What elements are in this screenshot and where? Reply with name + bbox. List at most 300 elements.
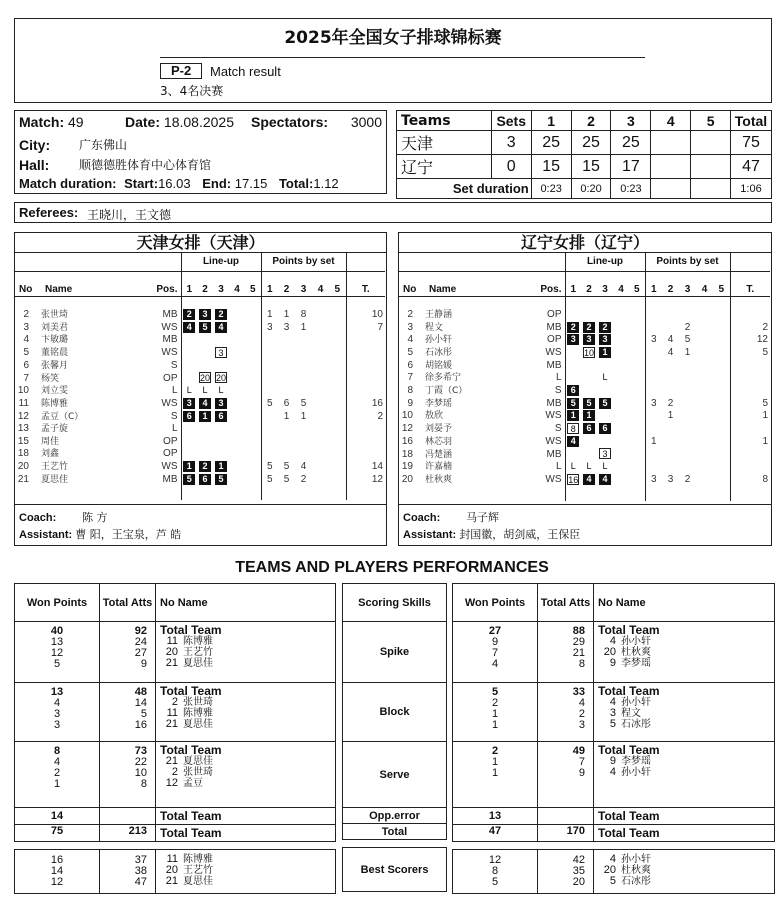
set-points: [713, 461, 730, 474]
set-points: [713, 372, 730, 385]
player-name: 夏思佳: [183, 876, 213, 887]
skill-row-serve: [453, 742, 775, 808]
coach-label: Coach:: [19, 512, 57, 524]
lineup-position: L: [186, 385, 192, 396]
set-points: [662, 448, 679, 461]
lineup-position: 2: [583, 322, 595, 333]
player-name: 敖欣: [425, 411, 444, 422]
player-row: [15, 347, 385, 360]
coach-label: Coach:: [403, 512, 441, 524]
total-team-label: Total Team: [598, 743, 660, 757]
player-entry: [160, 767, 333, 778]
stat-value: 38: [134, 865, 147, 877]
team-name: 辽宁: [397, 155, 492, 179]
lineup-position: 4: [215, 322, 227, 333]
stat-value: 5: [491, 686, 499, 698]
player-entry: [160, 708, 333, 719]
scoreboard-row: [397, 155, 772, 179]
stat-value: 7: [491, 647, 499, 659]
player-entry: [598, 767, 772, 778]
set-points: 3: [645, 397, 662, 410]
player-entry: [598, 865, 772, 876]
player-name: 程文: [621, 708, 641, 719]
assistant-row: [403, 526, 580, 542]
player-entry: [598, 719, 772, 730]
stat-value: 27: [488, 625, 502, 637]
referees-label: Referees:: [19, 205, 79, 220]
stat-value: 21: [572, 647, 585, 659]
set-points: [329, 309, 346, 322]
set-score: 25: [611, 131, 651, 155]
set-duration: [651, 179, 691, 199]
duration-label: Match duration:: [19, 176, 117, 191]
lineup-position: 2: [567, 322, 579, 333]
set-points: [312, 410, 329, 423]
player-number: 9: [609, 755, 616, 767]
set-points: [645, 448, 662, 461]
set-points: [261, 360, 278, 373]
perf-header: [453, 584, 775, 622]
set-points: [713, 474, 730, 487]
total-team-label: Total Team: [156, 825, 336, 842]
player-number: 12: [401, 423, 413, 435]
player-name: 丁霞（C）: [425, 386, 468, 397]
player-row: [399, 461, 770, 474]
lineup-position: 5: [583, 398, 595, 409]
sets-won: 3: [491, 131, 531, 155]
total-points: 2: [346, 410, 385, 423]
player-number: 5: [407, 347, 413, 359]
total-points: [730, 309, 770, 322]
scoreboard: [396, 110, 772, 199]
player-number: 3: [23, 321, 29, 333]
player-name: 李梦瑶: [621, 756, 651, 767]
set-points: [645, 461, 662, 474]
player-name: 刘立雯: [41, 386, 69, 397]
set-points: [261, 334, 278, 347]
stat-value: 3: [53, 719, 61, 731]
skill-name: Serve: [343, 742, 447, 808]
total-set-duration: 1:06: [731, 179, 772, 199]
player-name: 卞敏璐: [41, 335, 69, 346]
stat-value: 29: [572, 636, 585, 648]
set-points: 1: [261, 309, 278, 322]
player-number: 6: [407, 359, 413, 371]
set-points: [261, 347, 278, 360]
player-position: MB: [162, 334, 178, 346]
set-points: 1: [300, 321, 307, 333]
stat-value: 3: [578, 719, 585, 731]
stat-value: 3: [53, 708, 61, 720]
set-points: 1: [667, 410, 674, 422]
set-points: 3: [645, 334, 662, 347]
player-number: 4: [609, 696, 616, 708]
match-date: 18.08.2025: [163, 114, 234, 130]
player-position: S: [554, 423, 562, 435]
col-lineup-set: 4: [229, 284, 245, 297]
set-points: [713, 448, 730, 461]
col-set-5: 5: [691, 111, 731, 131]
player-position: L: [555, 372, 562, 384]
stat-value: 2: [578, 708, 585, 720]
round-label: 3、4名决赛: [160, 84, 224, 98]
set-points: [713, 436, 730, 449]
player-position: S: [554, 385, 562, 397]
lineup-position: 2: [199, 461, 211, 472]
set-points: 5: [300, 398, 307, 410]
player-number: 8: [407, 385, 413, 397]
lineup-position: 5: [183, 474, 195, 485]
player-name: 徐多希宁: [425, 373, 462, 384]
player-row: [399, 448, 770, 461]
player-row: [399, 372, 770, 385]
set-duration: 0:20: [571, 179, 611, 199]
lineup-position: 16: [568, 474, 579, 485]
player-name: 冯楚涵: [425, 449, 453, 460]
player-name: 孙小轩: [621, 854, 651, 865]
set-points: 5: [684, 334, 691, 346]
set-points: [645, 360, 662, 373]
col-pos: Pos.: [527, 284, 565, 297]
stat-value: 8: [491, 865, 499, 877]
set-points: [329, 398, 346, 411]
lineup-position: L: [218, 385, 224, 396]
col-lineup-set: 1: [181, 284, 197, 297]
roster-group-header: [15, 253, 385, 271]
set-points: [312, 398, 329, 411]
player-entry: [160, 778, 333, 789]
player-name: 陈博雅: [41, 399, 69, 410]
player-name: 杜秋爽: [621, 647, 651, 658]
set-points: [278, 385, 295, 398]
set-points: [713, 385, 730, 398]
total-row: [453, 825, 775, 842]
duration-row: [19, 176, 339, 191]
stat-value: 9: [140, 658, 147, 670]
set-points: [312, 334, 329, 347]
lineup-position: 3: [567, 334, 579, 345]
divider: [160, 57, 645, 58]
player-row: [15, 473, 385, 486]
set-points: 4: [667, 334, 674, 346]
player-name: 李梦瑶: [621, 658, 651, 669]
player-row: [399, 397, 770, 410]
total-team-label: Total Team: [598, 623, 660, 637]
divider: [399, 504, 771, 505]
set-points: [679, 309, 696, 322]
set-points: 5: [283, 461, 290, 473]
set-points: [278, 436, 295, 449]
lineup-position: 4: [183, 322, 195, 333]
stat-value: 48: [134, 686, 147, 698]
player-name: 李梦瑶: [425, 398, 453, 409]
set-points: [312, 372, 329, 385]
player-name: 王静涵: [425, 310, 453, 321]
set-points: [278, 423, 295, 436]
player-position: OP: [547, 334, 562, 346]
set-score: 15: [571, 155, 611, 179]
set-points: [662, 436, 679, 449]
total-points: [730, 385, 770, 398]
total-points: [346, 423, 385, 436]
lineup-position: 8: [567, 423, 579, 434]
set-points: 1: [283, 309, 290, 321]
scoreboard-header: [397, 111, 772, 131]
player-number: 4: [609, 853, 616, 865]
player-entry: [598, 756, 772, 767]
match-info: [14, 110, 387, 194]
set-points: [312, 423, 329, 436]
assistant-row: [19, 526, 181, 542]
player-position: WS: [161, 321, 178, 333]
stat-value: 4: [491, 658, 499, 670]
player-row: [399, 321, 770, 334]
set-points: 2: [684, 321, 691, 333]
stat-value: 14: [134, 697, 147, 709]
set-points: [696, 461, 713, 474]
player-name: 王艺竹: [41, 462, 69, 473]
col-lineup-set: 2: [581, 284, 597, 297]
set-duration: [691, 179, 731, 199]
stat-value: [538, 808, 594, 825]
col-set-3: 3: [611, 111, 651, 131]
stat-value: 22: [134, 756, 147, 768]
total-points: [730, 423, 770, 436]
set-points: [312, 360, 329, 373]
set-points: [679, 397, 696, 410]
stat-value: 5: [491, 876, 499, 888]
set-points: 1: [645, 436, 662, 449]
set-points: [696, 397, 713, 410]
report-header: [14, 18, 772, 103]
set-points: 5: [261, 461, 278, 474]
col-total: Total: [731, 111, 772, 131]
set-points: [329, 347, 346, 360]
stat-value: 27: [134, 647, 147, 659]
set-points: [696, 321, 713, 334]
player-position: WS: [161, 398, 178, 410]
player-entry: [160, 876, 333, 887]
set-points: 5: [283, 473, 290, 485]
player-name: 张馨月: [41, 360, 69, 371]
lineup-header: Line-up: [181, 253, 261, 271]
player-number: 18: [401, 448, 413, 460]
stat-value: 2: [491, 745, 499, 757]
set-points: [679, 448, 696, 461]
set-score: [691, 155, 731, 179]
lineup-position: 6: [599, 423, 611, 434]
set-duration-label: Set duration: [397, 179, 532, 199]
lineup-position: 6: [583, 423, 595, 434]
player-name: 孙小轩: [425, 335, 453, 346]
lineup-position: 1: [199, 411, 211, 422]
set-points: [696, 347, 713, 360]
end-time: 17.15: [234, 176, 268, 191]
set-points: 3: [645, 474, 662, 487]
stat-value: 13: [50, 636, 64, 648]
player-entry: [598, 658, 772, 669]
player-name: 石冰彤: [621, 876, 651, 887]
total-team-label: Total Team: [160, 684, 222, 698]
total-points: 16: [346, 398, 385, 411]
col-points-set: 3: [295, 284, 312, 297]
total-points: [346, 372, 385, 385]
total-points: 47: [731, 155, 772, 179]
player-number: 21: [17, 473, 29, 485]
total-points: 1: [730, 410, 770, 423]
referees-names: 王晓川，王文德: [87, 208, 172, 222]
set-points: [696, 436, 713, 449]
stat-value: 2: [491, 697, 499, 709]
set-points: [295, 360, 312, 373]
col-set-4: 4: [651, 111, 691, 131]
set-points: [713, 309, 730, 322]
col-total: T.: [730, 284, 770, 297]
set-points: [261, 423, 278, 436]
player-row: [399, 474, 770, 487]
stat-value: 47: [134, 876, 147, 888]
stat-value: 1: [491, 767, 499, 779]
end-label: End:: [202, 176, 232, 191]
set-score: [651, 155, 691, 179]
player-number: 7: [407, 372, 413, 384]
player-number: 20: [603, 864, 616, 876]
player-name: 孟豆: [183, 778, 203, 789]
player-row: [15, 410, 385, 423]
stat-value: 12: [50, 647, 64, 659]
report-code: P-2: [160, 63, 202, 79]
player-name: 夏思佳: [183, 756, 213, 767]
set-points: [261, 436, 278, 449]
player-number: 21: [165, 755, 178, 767]
set-points: [645, 309, 662, 322]
hall-label: Hall:: [19, 157, 50, 173]
date-row: [125, 114, 234, 130]
player-number: 7: [23, 372, 29, 384]
team-b-roster: [398, 232, 772, 546]
player-entry: [160, 647, 333, 658]
lineup-position: 6: [183, 411, 195, 422]
set-points: [645, 410, 662, 423]
player-name: 周佳: [41, 436, 60, 447]
col-scoring-skills: Scoring Skills: [343, 584, 447, 622]
set-points: 5: [261, 473, 278, 486]
player-entry: [160, 865, 333, 876]
col-lineup-set: 5: [245, 284, 261, 297]
player-number: 21: [165, 718, 178, 730]
player-name: 陈博雅: [183, 636, 213, 647]
player-number: 2: [23, 309, 29, 321]
stat-value: 12: [50, 876, 64, 888]
lineup-position: 2: [215, 309, 227, 320]
player-number: 13: [17, 423, 29, 435]
stat-value: 170: [538, 825, 594, 842]
player-name: 胡铭媛: [425, 360, 453, 371]
col-name: Name: [421, 284, 527, 297]
set-points: [295, 436, 312, 449]
col-no: No: [15, 284, 37, 297]
player-number: 11: [166, 635, 178, 647]
lineup-position: 1: [183, 461, 195, 472]
set-points: [645, 372, 662, 385]
set-points: [679, 436, 696, 449]
skill-name: Total: [343, 824, 447, 840]
total-points: [346, 436, 385, 449]
set-points: [696, 410, 713, 423]
sets-won: 0: [491, 155, 531, 179]
scoring-skills: [342, 583, 447, 892]
stat-value: 16: [134, 719, 147, 731]
total-points: 10: [346, 309, 385, 322]
stat-value: 9: [491, 636, 499, 648]
stat-value: 16: [50, 854, 64, 866]
roster-column-header: [15, 284, 385, 297]
set-duration-row: [397, 179, 772, 199]
player-number: 19: [401, 461, 413, 473]
player-name: 石冰彤: [621, 719, 651, 730]
set-duration: 0:23: [611, 179, 651, 199]
player-name: 陈博雅: [183, 854, 213, 865]
player-entry: [160, 854, 333, 865]
player-name: 王艺竹: [183, 865, 213, 876]
set-points: [278, 347, 295, 360]
lineup-position: 3: [215, 398, 227, 409]
set-points: [312, 473, 329, 486]
stat-value: 2: [53, 767, 61, 779]
lineup-position: 6: [567, 385, 579, 396]
lineup-position: 4: [567, 436, 579, 447]
col-points-set: 4: [696, 284, 713, 297]
stat-value: 88: [572, 625, 585, 637]
player-entry: [160, 636, 333, 647]
player-entry: [598, 854, 772, 865]
stat-value: 37: [134, 854, 147, 866]
set-points: [662, 461, 679, 474]
total-duration: 1.12: [313, 176, 339, 191]
set-points: 2: [300, 473, 307, 485]
total-points: [346, 385, 385, 398]
player-name: 杨笑: [41, 373, 60, 384]
player-name: 陈博雅: [183, 708, 213, 719]
player-number: 5: [23, 347, 29, 359]
player-number: 2: [407, 309, 413, 321]
col-name: Name: [37, 284, 143, 297]
player-name: 刘美君: [41, 322, 69, 333]
player-row: [399, 385, 770, 398]
lineup-position: 4: [199, 398, 211, 409]
player-row: [399, 360, 770, 373]
stat-value: 4: [53, 756, 61, 768]
total-points: [346, 448, 385, 461]
assistant-names: 曹 阳，王宝泉，芦 皓: [75, 528, 182, 541]
opp-error-row: [15, 808, 336, 825]
stat-value: 8: [53, 745, 61, 757]
lineup-position: 10: [584, 347, 595, 358]
city-value: 广东佛山: [79, 138, 128, 152]
col-set-2: 2: [571, 111, 611, 131]
player-number: 12: [17, 410, 29, 422]
player-position: WS: [545, 410, 562, 422]
set-points: 8: [300, 309, 307, 321]
player-name: 孙小轩: [621, 636, 651, 647]
stat-value: 4: [578, 697, 585, 709]
player-row: [15, 309, 385, 322]
assistant-label: Assistant:: [19, 529, 73, 541]
stat-value: 73: [134, 745, 147, 757]
set-points: [261, 448, 278, 461]
team-a-performance: [14, 583, 336, 894]
scoreboard-row: [397, 131, 772, 155]
